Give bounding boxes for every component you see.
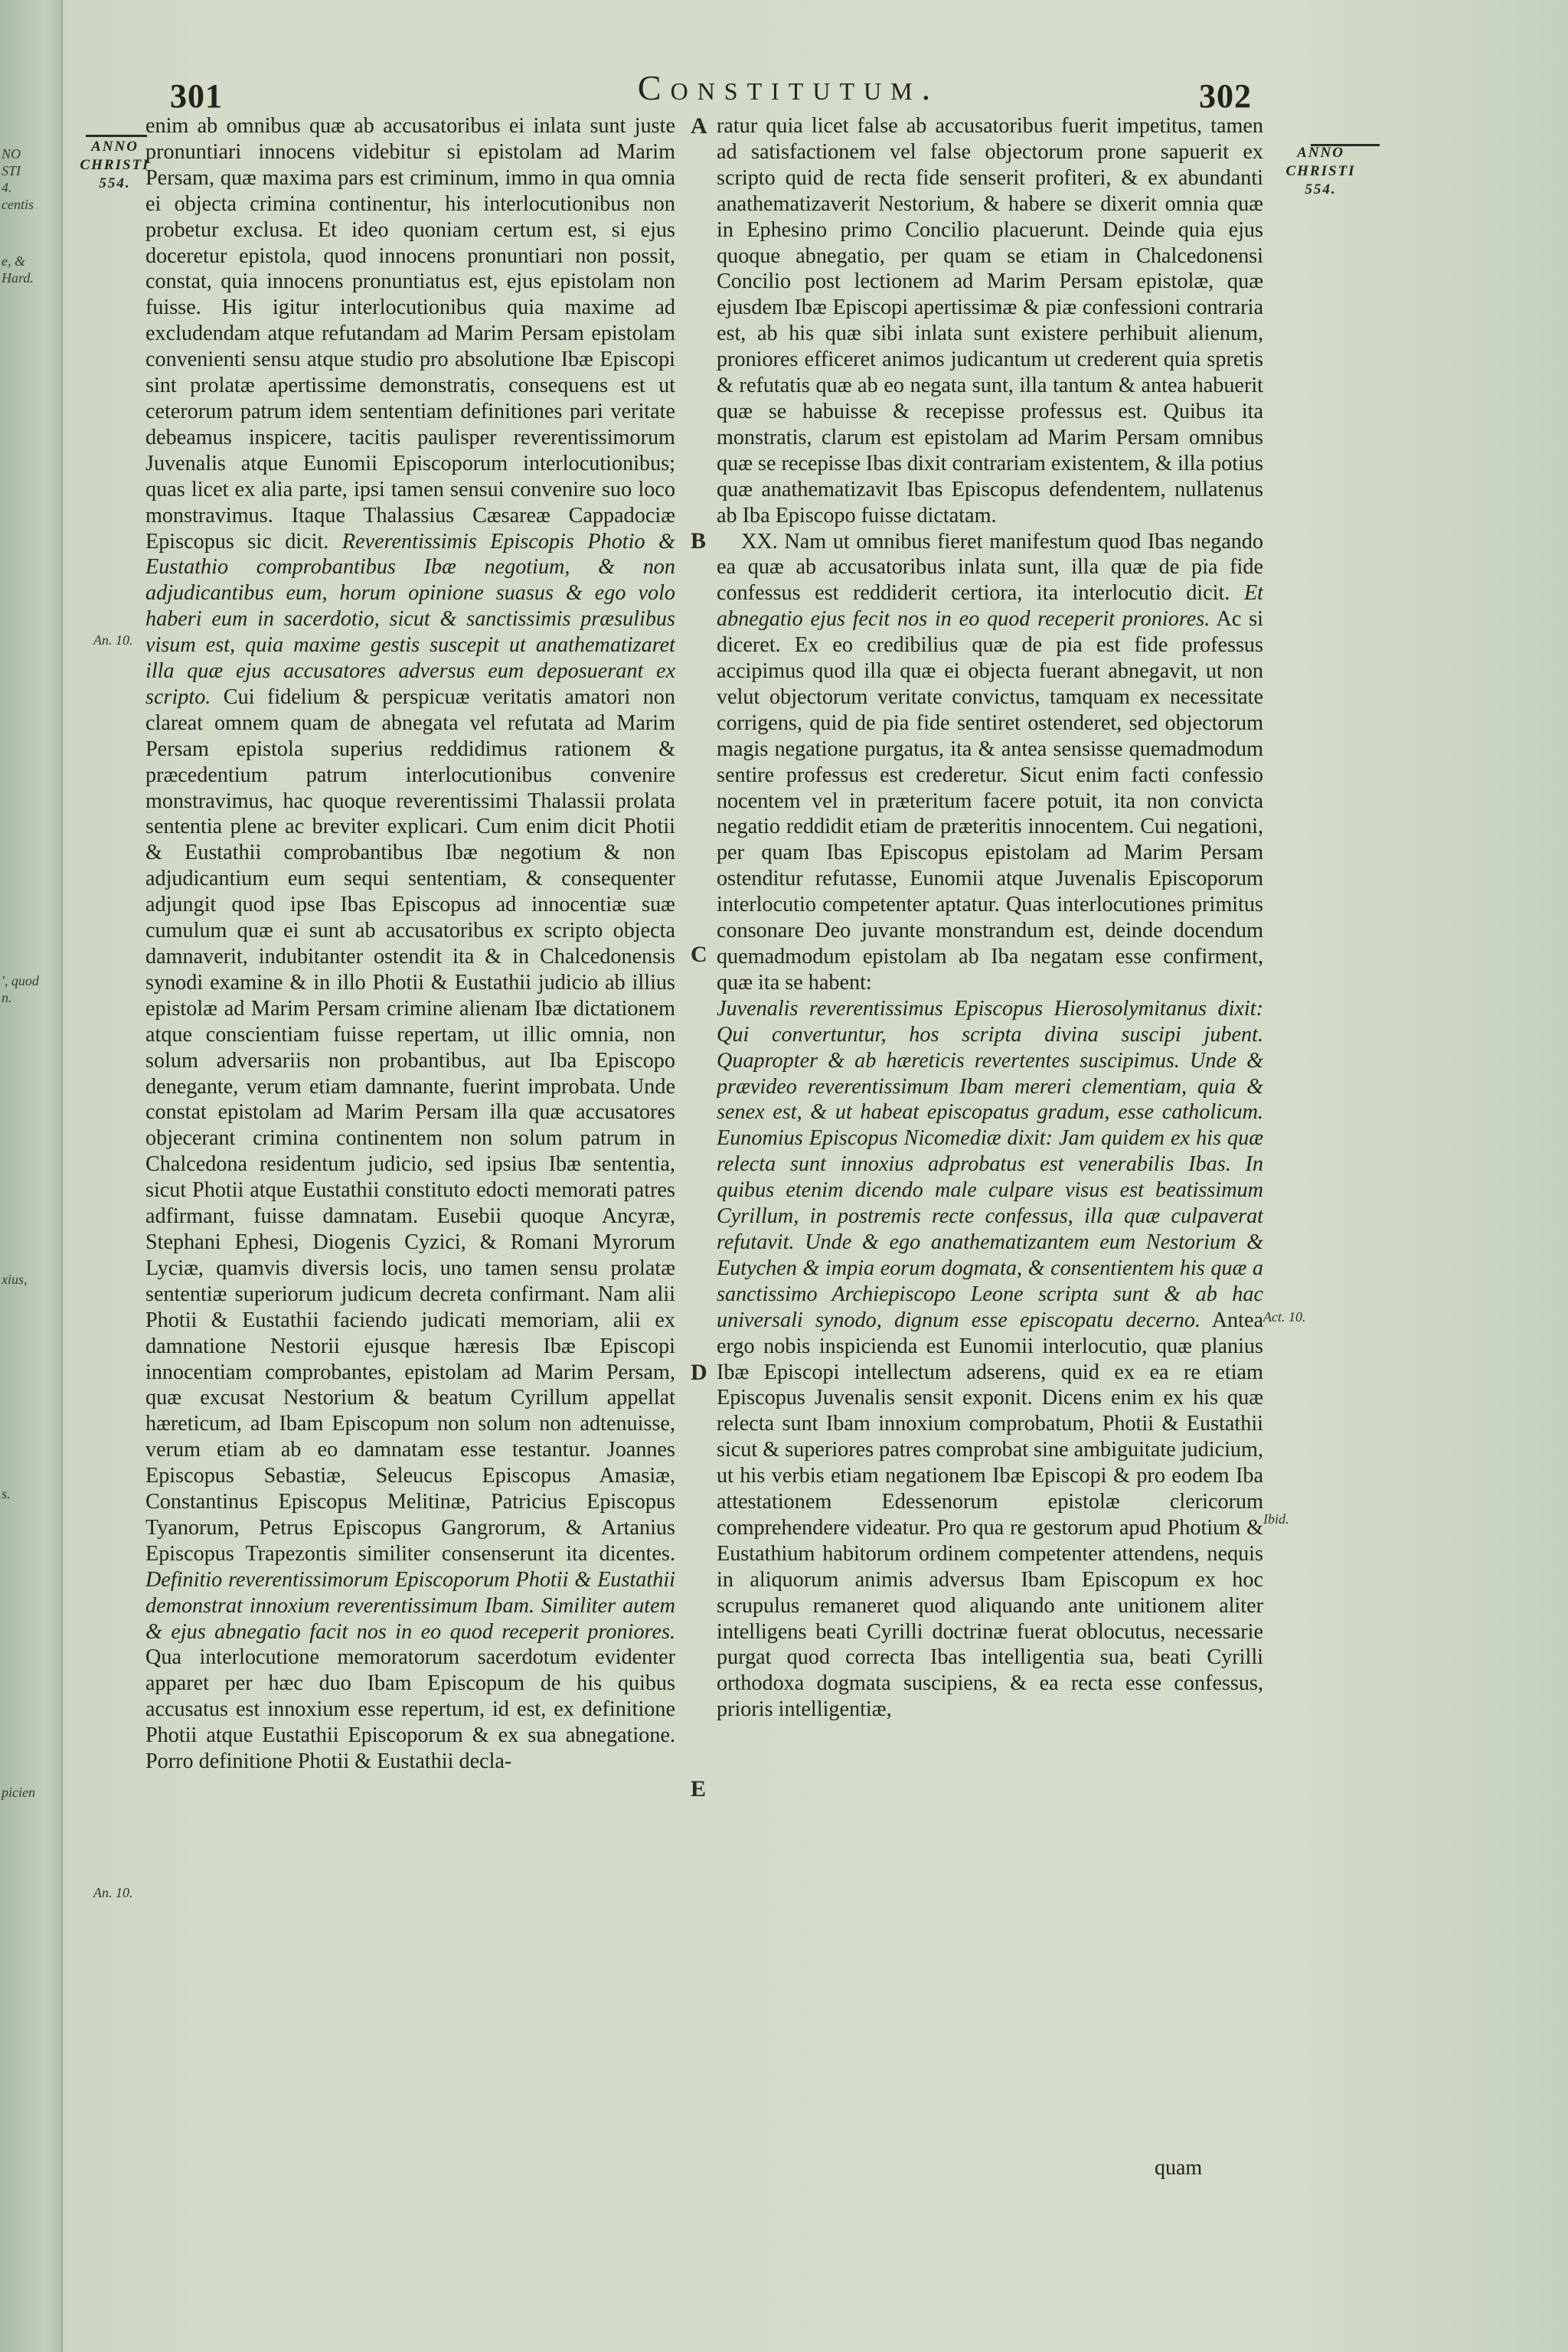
margin-note-left: An. 10. xyxy=(93,1885,133,1900)
quotation: Juvenalis reverentissimus Episcopus Hierosolymitanus dixit: Qui convertuntur, hos scripta divina suscipi jubent. Quapropter & ab hæreticis revertentes suscipimus. Unde & prævideo reverentissimum Ibam mereri clementiam, quia & senex est, & ut habeat episcopatus gradum, esse catholicum. Eunomius Episcopus Nicomediæ dixit: Jam quidem ex his quæ relecta sunt innoxius adprobatus est venerabilis Ibas. In quibus etenim dicendo male culpare visus est beatissimum Cyrillum, in postremis recte confessus, illa quæ culpaverat refutavit. Unde & ego anathematizantem eum Nestorium & Eutychen & impia eorum dogmata, & consentientem his quæ a sanctissimo Archiepiscopo Leone scripta sunt & ab hac universali synodo, dignum esse episcopatu decerno. xyxy=(717,996,1263,1332)
paragraph-text: XX. Nam ut omnibus fieret manifestum quod Ibas negando ea quæ ab accusatoribus inlata sunt, illa quæ de pia fide confessus est reddiderit certiora, ita interlocutio dicit. xyxy=(717,529,1263,606)
prev-page-fragment: NO STI 4. centis xyxy=(2,146,34,212)
prev-page-fragment: e, & Hard. xyxy=(2,253,34,286)
catchword: quam xyxy=(1155,2156,1203,2180)
quotation: Definitio reverentissimorum Episcoporum Photii & Eustathii demonstrat innoxium reverentissimum Ibam. Similiter autem & ejus abnegatio facit nos in eo quod receperit proniores. xyxy=(145,1567,675,1644)
paragraph-text: Qua interlocutione memoratorum sacerdotum evidenter apparet per hæc duo Ibam Episcopum de his quibus accusatus est innoxium esse repertum, id est, ex definitione Photii atque Eustathii Episcoporum & ex sua abnegatione. Porro definitione Photii & Eustathii decla- xyxy=(145,1645,675,1774)
paragraph-text: Ac si diceret. Ex eo credibilius quæ de pia est fide professus accipimus quod illa quæ ei objecta fuerant abnegavit, ut non velut objectorum veritate convictus, tamquam ex necessitate corrigens, quid de pia fide sentiret ostenderet, sed objectorum magis negatione purgatus, ita & antea sensisse quemadmodum sentire professus est crederetur. Sicut enim facti confessio nocentem vel in præteritum facere potuit, ita non convicta negatio reddidit etiam de præteritis innocentem. Cui negationi, per quam Ibas Episcopus epistolam ad Marim Persam ostenditur refutasse, Eunomii atque Juvenalis Episcoporum interlocutio competenter aptatur. Quas interlocutiones primitus consonare Deo juvante monstrandum est, deinde docendum quemadmodum epistolam ab Iba negatam esse confirment, quæ ita se habent: xyxy=(717,607,1263,995)
page-number-left: 301 xyxy=(170,77,223,115)
page-number-right: 302 xyxy=(1199,77,1252,115)
running-title: Constitutum. xyxy=(637,68,940,107)
prev-page-fragment: s. xyxy=(2,1486,11,1501)
previous-page-edge xyxy=(0,0,63,2352)
paragraph-text: ratur quia licet false ab accusatoribus fuerit impetitus, tamen ad satisfactionem vel false objectorum prone sapuerit ex scripto quid de recta fide senserit profiteri, & ex abundanti anathematizaverit Nestorium, & habere se dixerit omnia quæ in Ephesino primo Concilio placuerunt. Deinde quia ejus quoque abnegatio, per quam se etiam in Chalcedonensi Concilio post lectionem ad Marim Persam epistolæ, quæ ejusdem Ibæ Episcopi apertissimæ & piæ confessioni contraria est, ab his quæ sibi inlata sunt existere perhibuit alienum, proniores efficeret animos judicantum ut crederent quia spretis & refutatis quæ ab eo negata sunt, illa tantum & antea habuerit quæ se habuisse & recepisse professus est. Quibus ita monstratis, clarum est epistolam ad Marim Persam omnibus quæ se recepisse Ibas dixit contrariam existentem, & illa potius quæ anathematizavit Ibas Episcopus defendentem, nullatenus ab Iba Episcopo fuisse dictatam. xyxy=(717,114,1263,528)
margin-note-right: Act. 10. xyxy=(1263,1309,1306,1325)
section-marker-e: E xyxy=(691,1776,707,1802)
anno-rule-left xyxy=(86,135,147,137)
text-column-right xyxy=(717,113,1263,2318)
quotation: Reverentissimis Episcopis Photio & Eustathio comprobantibus Ibæ negotium, & non adjudicantibus eum, horum opinione suasus & ego volo haberi eum in sacerdotio, sicut & sanctissimis præsulibus visum est, quia maxime gestis suscepit ut anathematizaret illa quæ ejus accusatores adversus eum deposuerant ex scripto. xyxy=(145,529,675,709)
quotation: Et abnegatio ejus fecit nos in eo quod receperit proniores. xyxy=(717,581,1263,632)
anno-christi-left: ANNO CHRISTI 554. xyxy=(80,139,150,191)
prev-page-fragment: xius, xyxy=(2,1272,28,1287)
anno-christi-right: ANNO CHRISTI 554. xyxy=(1285,145,1356,198)
paragraph-text: enim ab omnibus quæ ab accusatoribus ei inlata sunt juste pronuntiari innocens videbitur si epistolam ad Marim Persam, quæ maxima pars est criminum, immo in qua omnia ei objecta crimina continentur, his interlocutionibus non probetur exclusa. Et ideo quoniam certum est, si ejus doceretur epistola, quod innocens pronuntiari non possit, constat, quia innocens pronuntiatus est, ejus epistolam non fuisse. His igitur interlocutionibus quia maxime ad excludendam atque refutandam ad Marim Persam epistolam convenienti sensu atque studio pro absolutione Ibæ Episcopi sint prolatæ apertissime demonstratis, consequens est ut ceterorum patrum idem sententiam definitiones pari veritate debeamus inspicere, tacitis paulisper reverentissimorum Juvenalis atque Eunomii Episcoporum interlocutionibus; quas licet ex alia parte, ipsi tamen sensui convenire suo loco monstravimus. Itaque Thalassius Cæsareæ Cappadociæ Episcopus sic dicit. xyxy=(145,114,675,554)
section-marker-d: D xyxy=(691,1360,707,1385)
text-column-left xyxy=(145,113,675,2318)
prev-page-fragment: picien xyxy=(2,1785,35,1800)
section-marker-a: A xyxy=(691,113,707,139)
margin-note-right: Ibid. xyxy=(1263,1511,1289,1527)
paragraph-text: Cui fidelium & perspicuæ veritatis amatori non clareat omnem quam de abnegata vel refutata ad Marim Persam epistola superius reddidimus rationem & præcedentium patrum interlocutionibus convenire monstravimus, hac quoque reverentissimi Thalassii prolata sententia plene ac breviter explicari. Cum enim dicit Photii & Eustathii comprobantibus Ibæ negotium & non adjudicantium eum sequi sententiam, & consequenter adjungit quod ipse Ibas Episcopus ad innocentiæ suæ cumulum quæ ei sunt ab accusatoribus ex scripto objecta damnaverit, indubitanter ostendit ita & in Chalcedonensis synodi examine & in illo Photii & Eustathii judicio ab illius epistolæ ad Marim Persam crimine alienam Ibæ dictationem atque conscientiam fuisse repertam, ut illic omnia, non solum adversariis non probantibus, aut Iba Episcopo denegante, verum etiam damnante, fuerint improbata. Unde constat epistolam ad Marim Persam illa quæ accusatores objecerant crimina continentem non solum patrum in Chalcedona residentum judicio, sed ipsius Ibæ sententia, sicut Photii atque Eustathii constituto edocti memorati patres adfirmant, fuisse damnatam. Eusebii quoque Ancyræ, Stephani Ephesi, Diogenis Cyzici, & Romani Myrorum Lyciæ, quamvis diversis locis, uno tamen sensu prolatæ sententiæ superiorum judicum decreta confirmant. Nam alii Photii & Eustathii faciendo judicati memoriam, alii ex damnatione Nestorii ejusque hæresis Ibæ Episcopi innocentiam comprobantes, epistolam ad Marim Persam, quæ excusat Nestorium & beatum Cyrillum appellat hæreticum, ad Ibam Episcopum non solum non adtenuisse, verum etiam ab eo damnatam esse testantur. Joannes Episcopus Sebastiæ, Seleucus Episcopus Amasiæ, Constantinus Episcopus Melitinæ, Patricius Episcopus Tyanorum, Petrus Episcopus Gangrorum, & Artanius Episcopus Trapezontis similiter consenserunt ita dicentes. xyxy=(145,684,675,1566)
paragraph-text: Antea ergo nobis inspicienda est Eunomii interlocutio, quæ planius Ibæ Episcopi intellectum adserens, quid ex ea re etiam Episcopus Juvenalis sensit exponit. Dicens enim ex his quæ relecta sunt Ibam innoxium comprobatum, Photii & Eustathii sicut & superiores patres comprobat sine ambiguitate judicium, ut his verbis etiam negationem Ibæ Episcopi & pro eodem Iba attestationem Edessenorum epistolæ clericorum comprehendere videatur. Pro qua re gestorum apud Photium & Eustathium habitorum ordinem competenter attendens, nequis in aliquorum animis adversus Ibam Episcopum ex hoc scrupulus remaneret quod aliquando ante unitionem aliter intelligens beati Cyrilli doctrinæ fuerat oblocutus, necessarie purgat quod correcta Ibas intelligentia sua, beati Cyrilli orthodoxa dogmata suscipiens, & ea recta esse confessus, prioris intelligentiæ, xyxy=(717,1308,1263,1722)
section-marker-b: B xyxy=(691,528,707,554)
section-marker-c: C xyxy=(691,942,707,967)
prev-page-fragment: ', quod n. xyxy=(2,973,39,1005)
margin-note-left: An. 10. xyxy=(93,632,133,648)
